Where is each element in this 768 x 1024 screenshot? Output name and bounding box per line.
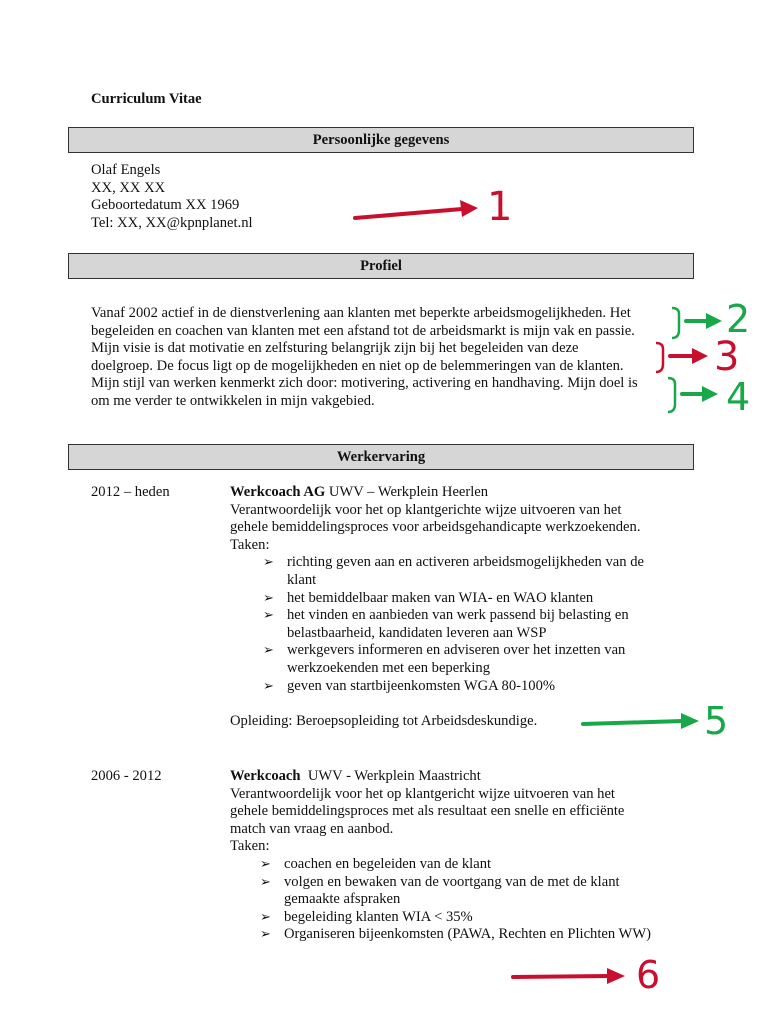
bullet-arrow-icon: ➢ — [263, 608, 274, 624]
arrow-6-icon — [513, 968, 625, 984]
annotation-number-4: 4 — [726, 375, 751, 419]
bullet-arrow-icon: ➢ — [260, 856, 271, 872]
task-item: ➢ het vinden en aanbieden van werk passend bij belasting en belastbaarheid, kandidaten leveren aan WSP — [263, 607, 629, 641]
task-item: ➢ Organiseren bijeenkomsten (PAWA, Rechten en Plichten WW) — [260, 926, 651, 943]
bracket-arrow-3-icon — [656, 343, 708, 372]
personal-address: XX, XX XX — [91, 179, 166, 196]
section-header-profile: Profiel — [68, 253, 694, 279]
arrow-5-icon — [583, 713, 699, 729]
arrow-1-icon — [355, 200, 478, 218]
job-role: Werkcoach AG — [230, 484, 326, 500]
bullet-arrow-icon: ➢ — [260, 927, 271, 943]
tasks-label: Taken: — [230, 536, 270, 553]
profile-line: begeleiden en coachen van klanten met een afstand tot de arbeidsmarkt is mijn vak en passie. — [91, 322, 635, 339]
bullet-arrow-icon: ➢ — [260, 874, 271, 890]
job-description: Verantwoordelijk voor het op klantgericht wijze uitvoeren van het — [230, 785, 615, 802]
annotation-number-5: 5 — [704, 699, 729, 743]
personal-tel: Tel: XX, XX@kpnplanet.nl — [91, 214, 253, 231]
personal-name: Olaf Engels — [91, 162, 161, 178]
section-header-personal: Persoonlijke gegevens — [68, 127, 694, 153]
section-header-experience: Werkervaring — [68, 444, 694, 470]
job-role: Werkcoach — [230, 768, 301, 784]
job-description: match van vraag en aanbod. — [230, 820, 394, 837]
bullet-arrow-icon: ➢ — [263, 555, 274, 571]
job-period: 2012 – heden — [91, 484, 170, 500]
annotation-number-1: 1 — [487, 184, 513, 230]
bullet-arrow-icon: ➢ — [260, 909, 271, 925]
task-item: ➢ volgen en bewaken van de voortgang van de met de klant gemaakte afspraken — [260, 873, 620, 908]
job-description: Verantwoordelijk voor het op klantgerichte wijze uitvoeren van het — [230, 501, 622, 518]
job-description: gehele bemiddelingsproces met als resultaat een snelle en efficiënte — [230, 803, 625, 820]
job-education: Opleiding: Beroepsopleiding tot Arbeidsdeskundige. — [230, 713, 538, 729]
profile-line: Vanaf 2002 actief in de dienstverlening aan klanten met beperkte arbeidsmogelijkheden. Het — [91, 305, 631, 321]
personal-birth: Geboortedatum XX 1969 — [91, 197, 240, 214]
job-employer: UWV – Werkplein Heerlen — [325, 484, 489, 500]
annotation-number-2: 2 — [726, 297, 751, 341]
task-item: ➢ coachen en begeleiden van de klant — [260, 855, 492, 872]
job-description: gehele bemiddelingsproces voor arbeidsgehandicapte werkzoekenden. — [230, 519, 641, 536]
tasks-label: Taken: — [230, 838, 270, 855]
bullet-arrow-icon: ➢ — [263, 643, 274, 659]
profile-line: doelgroep. De focus ligt op de mogelijkheden en niet op de belemmeringen van de klanten. — [91, 357, 624, 374]
annotation-number-6: 6 — [636, 953, 661, 997]
annotation-number-3: 3 — [714, 334, 740, 380]
job-employer: UWV - Werkplein Maastricht — [300, 768, 481, 784]
profile-line: om me verder te ontwikkelen in mijn vakgebied. — [91, 392, 375, 409]
bullet-arrow-icon: ➢ — [263, 590, 274, 606]
profile-line: Mijn visie is dat motivatie en zelfsturing belangrijk zijn bij het begeleiden van deze — [91, 340, 579, 357]
task-item: ➢ werkgevers informeren en adviseren over het inzetten van werkzoekenden met een beperking — [263, 642, 626, 676]
document-title: Curriculum Vitae — [91, 91, 202, 107]
profile-line: Mijn stijl van werken kenmerkt zich door: motivering, activering en handhaving. Mijn doel is — [91, 375, 638, 392]
bullet-arrow-icon: ➢ — [263, 678, 274, 694]
task-item: ➢ begeleiding klanten WIA < 35% — [260, 908, 473, 925]
task-item: ➢ richting geven aan en activeren arbeidsmogelijkheden van de klant — [263, 554, 644, 588]
task-item: ➢ geven van startbijeenkomsten WGA 80-100% — [263, 677, 556, 694]
bracket-arrow-4-icon — [668, 378, 718, 412]
task-item: ➢ het bemiddelbaar maken van WIA- en WAO klanten — [263, 589, 594, 606]
job-period: 2006 - 2012 — [91, 768, 162, 784]
